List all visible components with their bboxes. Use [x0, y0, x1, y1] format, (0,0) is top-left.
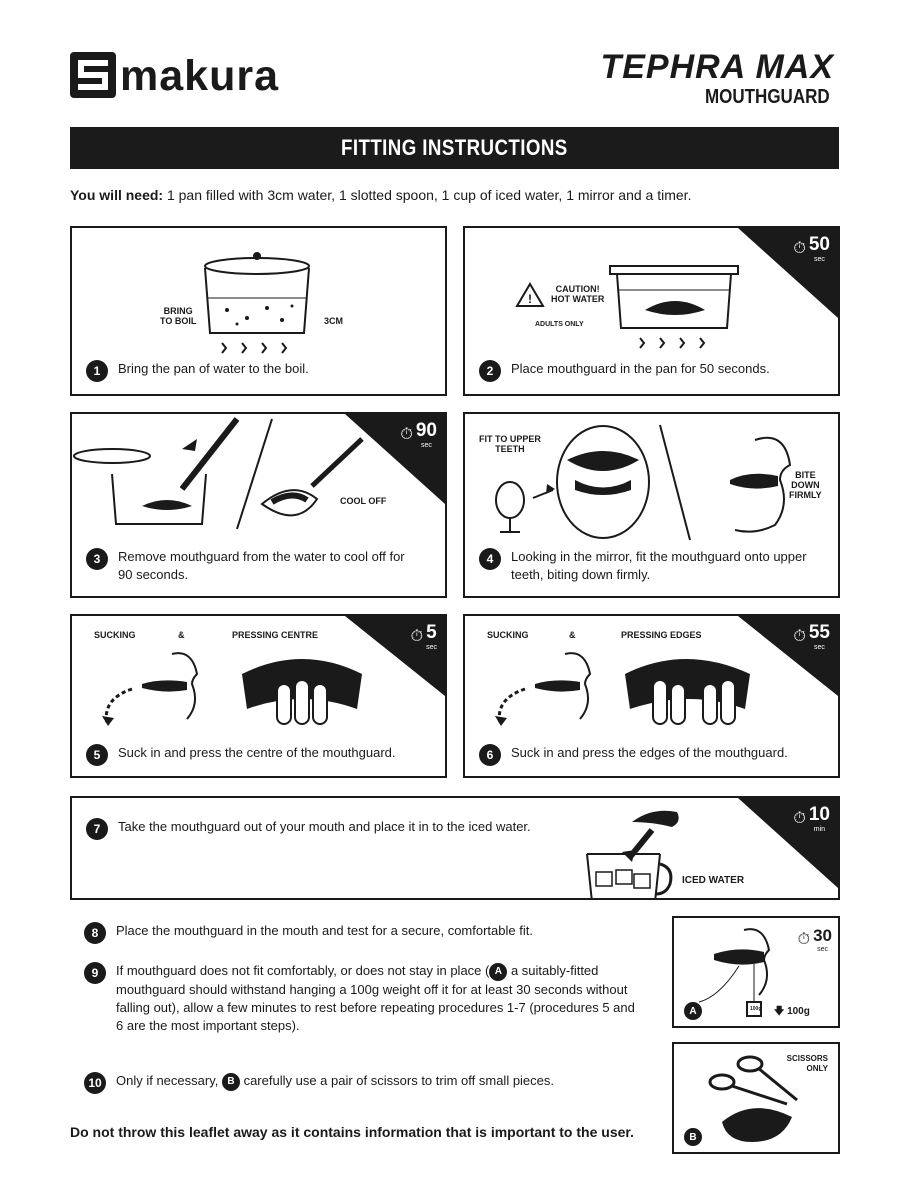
hanging-weight-icon	[694, 922, 784, 1022]
step-7-timer	[793, 804, 830, 833]
step-9-text-b: a suitably-fitted mouthguard should withstand hanging a 100g weight off it for at least 30 seconds without falling out), allow a few minutes to rest before repeating procedures 1-7 (procedures 5 and 6 are the most important steps).	[116, 963, 635, 1033]
spoon-removal-icon	[72, 414, 372, 534]
press-edges-icon	[485, 644, 785, 734]
step-1-badge: 1	[86, 360, 108, 382]
weight-tag: 100g	[750, 1006, 762, 1012]
reference-a-marker: A	[684, 1002, 702, 1020]
step-5-instruction: Suck in and press the centre of the mouthguard.	[118, 745, 396, 760]
step-3-panel	[70, 412, 447, 598]
step-6-badge: 6	[479, 744, 501, 766]
step-4-text	[479, 548, 809, 584]
product-name: TEPHRA MAX	[600, 48, 834, 86]
step-4-instruction: Looking in the mirror, fit the mouthguard onto upper teeth, biting down firmly.	[511, 549, 807, 582]
timer-unit: sec	[420, 442, 432, 449]
bring-to-boil-label: BRING TO BOIL	[160, 306, 197, 326]
stopwatch-icon: ⏱	[797, 930, 811, 948]
timer-value: 5	[426, 622, 437, 643]
iced-water-label: ICED WATER	[682, 875, 745, 886]
adults-only-label: ADULTS ONLY	[535, 321, 584, 328]
step-7-panel	[70, 796, 840, 900]
ampersand-label: &	[569, 630, 576, 640]
step-6-text	[479, 744, 819, 766]
step-5-timer	[411, 622, 437, 651]
step-9-instruction	[116, 962, 644, 1035]
step-1-text	[86, 360, 426, 382]
step-7-instruction: Take the mouthguard out of your mouth and place it in to the iced water.	[118, 819, 531, 834]
step-5-panel	[70, 614, 447, 778]
boiling-pan-icon	[192, 238, 322, 358]
step-10-text-a: Only if necessary,	[116, 1073, 222, 1088]
svg-text:!: !	[528, 292, 532, 306]
timer-value: 90	[415, 420, 437, 441]
depth-label: 3CM	[324, 316, 344, 326]
timer-value: 10	[808, 804, 830, 825]
step-2-instruction: Place mouthguard in the pan for 50 seconds.	[511, 361, 770, 376]
weight-label	[774, 1004, 810, 1021]
timer-unit: sec	[426, 644, 437, 651]
sucking-label: SUCKING	[94, 630, 136, 640]
step-3-badge: 3	[86, 548, 108, 570]
step-6-timer	[793, 622, 830, 651]
pan-with-mouthguard-icon	[605, 258, 745, 363]
step-10-text	[84, 1072, 644, 1094]
stopwatch-icon: ⏱	[400, 425, 413, 443]
step-10-text-b: carefully use a pair of scissors to trim off small pieces.	[239, 1073, 555, 1088]
cool-off-label: COOL OFF	[340, 496, 387, 506]
timer-unit: sec	[813, 644, 825, 651]
step-1-instruction: Bring the pan of water to the boil.	[118, 361, 309, 376]
step-8-badge: 8	[84, 922, 106, 944]
step-3-text	[86, 548, 416, 584]
step-6-panel	[463, 614, 840, 778]
makura-logo-icon	[68, 50, 118, 100]
step-2-timer	[793, 234, 830, 263]
down-arrow-icon: 🡇	[774, 1006, 785, 1017]
page-title: FITTING INSTRUCTIONS	[341, 135, 568, 160]
step-9-text	[84, 962, 644, 1035]
step-10-instruction	[116, 1072, 554, 1091]
stopwatch-icon: ⏱	[793, 809, 806, 827]
step-2-badge: 2	[479, 360, 501, 382]
reference-b-marker: B	[684, 1128, 702, 1146]
step-6-instruction: Suck in and press the edges of the mouthguard.	[511, 745, 788, 760]
step-7-text	[86, 818, 586, 840]
requirements-label: You will need:	[70, 187, 164, 203]
step-3-timer	[400, 420, 437, 449]
iced-water-cup-icon	[582, 802, 692, 900]
step-10-badge: 10	[84, 1072, 106, 1094]
ampersand-label: &	[178, 630, 185, 640]
step-4-panel	[463, 412, 840, 598]
weight-value: 100g	[787, 1006, 810, 1017]
step-7-badge: 7	[86, 818, 108, 840]
stopwatch-icon: ⏱	[793, 627, 806, 645]
step-2-text	[479, 360, 819, 382]
title-bar	[70, 127, 839, 169]
requirements-line	[70, 187, 691, 203]
fit-to-teeth-label: FIT TO UPPER TEETH	[479, 434, 541, 454]
step-9-text-a: If mouthguard does not fit comfortably, or does not stay in place (	[116, 963, 490, 978]
step-3-instruction: Remove mouthguard from the water to cool off for 90 seconds.	[118, 549, 405, 582]
timer-unit: sec	[817, 946, 828, 953]
step-8-instruction: Place the mouthguard in the mouth and test for a secure, comfortable fit.	[116, 923, 533, 938]
step-5-badge: 5	[86, 744, 108, 766]
step-4-badge: 4	[479, 548, 501, 570]
timer-value: 55	[808, 622, 830, 643]
caution-icon	[515, 282, 545, 308]
pressing-centre-label: PRESSING CENTRE	[232, 630, 319, 640]
scissors-only-label: SCISSORS ONLY	[786, 1054, 828, 1073]
step-5-text	[86, 744, 426, 766]
reference-a-badge: A	[489, 963, 507, 981]
timer-unit: min	[813, 826, 826, 833]
step-2-panel	[463, 226, 840, 396]
step-1-panel	[70, 226, 447, 396]
brand-name: makura	[120, 52, 279, 100]
step-9-badge: 9	[84, 962, 106, 984]
pressing-edges-label: PRESSING EDGES	[621, 630, 702, 640]
stopwatch-icon: ⏱	[410, 627, 424, 645]
requirements-text: 1 pan filled with 3cm water, 1 slotted spoon, 1 cup of iced water, 1 mirror and a timer.	[163, 187, 692, 203]
scissors-panel	[672, 1042, 840, 1154]
timer-unit: sec	[813, 256, 825, 263]
mirror-fitting-icon	[485, 420, 825, 546]
reference-b-badge: B	[222, 1073, 240, 1091]
weight-timer	[798, 926, 832, 953]
stopwatch-icon: ⏱	[793, 239, 806, 257]
weight-test-panel	[672, 916, 840, 1028]
step-8-text	[84, 922, 644, 944]
timer-value: 30	[813, 926, 832, 945]
timer-value: 50	[808, 234, 830, 255]
footer-note: Do not throw this leaflet away as it contains information that is important to the user.	[70, 1124, 634, 1140]
product-subtitle: MOUTHGUARD	[705, 86, 830, 108]
scissors-icon	[702, 1052, 822, 1148]
caution-label: CAUTION! HOT WATER	[551, 284, 605, 304]
bite-down-label: BITE DOWN FIRMLY	[789, 470, 822, 500]
press-centre-icon	[92, 644, 392, 734]
sucking-label: SUCKING	[487, 630, 529, 640]
